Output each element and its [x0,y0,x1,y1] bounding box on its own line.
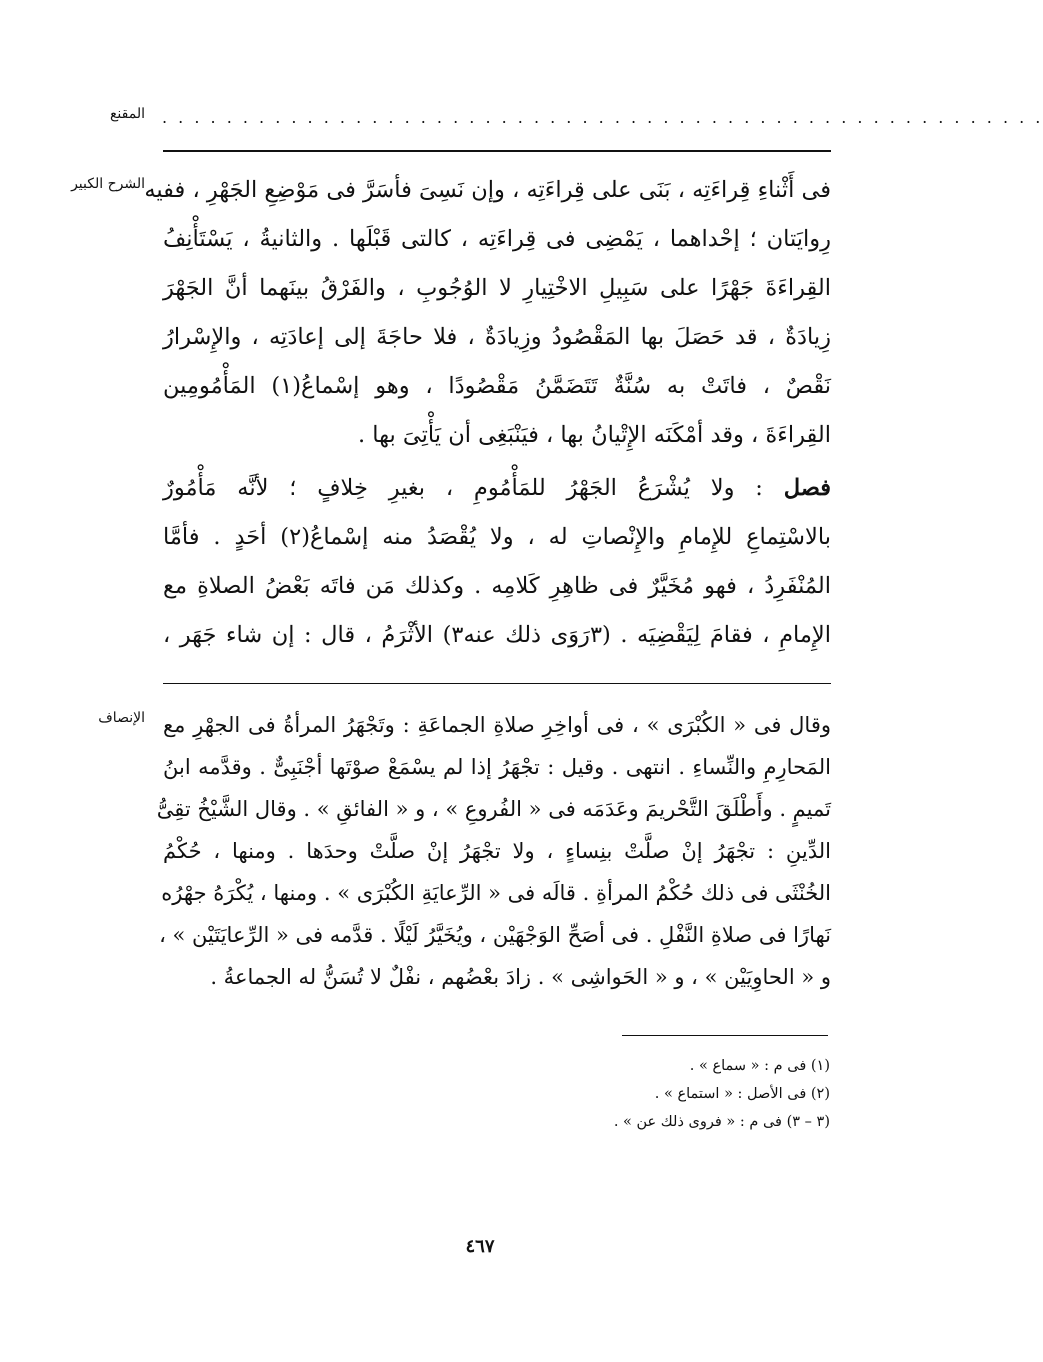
sharh-line: القِراءَةَ ، وقد أمْكَنَه الإِتْيانُ بها ، فيَنْبَغِى أن يَأْتِىَ بها . [357,422,831,448]
section-divider-rule [163,683,831,684]
insaf-text-block [156,704,831,998]
insaf-line: المَحارِمِ والنِّساءِ . انتهى . وقيل : تجْهَرُ إذا لم يسْمَعْ صوْتَها أجْنَبِىٌّ . وقدَّمه ابنُ [163,755,831,779]
sharh-line: زِيادَةٌ ، قد حَصَلَ بها المَقْصُودُ وزِيادَةٌ ، فلا حاجَةَ إلى إعادَتِه ، والإِسْرارُ [163,324,831,350]
sharh-line: فى أَثْناءِ قِراءَتِه ، بَنَى على قِراءَتِه ، وإن نَسِىَ فأسَرَّ فى مَوْضِعِ الجَهْرِ ، ففيه [144,177,831,203]
insaf-line: الخُنْثَى فى ذلك حُكْمُ المرأةِ . قالَه فى « الرِّعايَةِ الكُبْرَى » . ومنها ، يُكْرَهُ جهْرُه [161,881,831,905]
footnote: (٣ – ٣) فى م : « فروى ذلك عن » . [613,1114,830,1130]
fasl-line: المُنْفَرِدُ ، فهو مُخَيَّرٌ فى ظاهِرِ كَلامِه . وكذلك مَن فاتَه بَعْضُ الصلاةِ مع [163,573,831,599]
footnote: (٢) فى الأصل : « استماع » . [654,1086,830,1102]
sharh-margin-label: الشرح الكبير [71,176,145,192]
footnotes [420,1052,830,1136]
sharh-line: رِوايَتان ؛ إحْداهما ، يَمْضِى فى قِراءَتِه ، كالتى قَبْلَها . والثانيةُ ، يَسْتَأْنِفُ [163,226,831,252]
insaf-line: تَميمٍ . وأَطْلَقَ التَّحْريمَ وعَدَمَه فى « الفُروعِ » ، و « الفائقِ » . وقال الشَّيْخُ تقِىُّ [156,797,831,821]
sharh-text-block [144,166,831,460]
running-header-title: المقنع [109,106,145,122]
fasl-first-line [163,464,831,513]
sharh-line: نَقْصٌ ، فاتَتْ به سُنَّةٌ تَتَضَمَّنُ مَقْصُودًا ، وهو إسْماعُ(١) المَأْمُومِين [163,373,831,399]
fasl-line: بالاسْتِماعِ للإِمامِ والإِنْصاتِ له ، ولا يُقْصَدُ منه إسْماعُ(٢) أحَدٍ . فأمَّا [163,524,831,550]
insaf-margin-label: الإنصاف [98,710,145,726]
fasl-line: الإِمامِ ، فقامَ لِيَقْضِيَه . (٣رَوَى ذلك عنه٣) الأثْرَمُ ، قال : إن شاء جَهَر ، [163,622,831,648]
sharh-line: القِراءَةَ جَهْرًا على سَبِيلِ الاخْتِيارِ لا الوُجُوبِ ، والفَرْقُ بينَهما أنَّ الجَهْرَ [163,275,831,301]
insaf-line: و « الحاوِيَيْن » ، و « الحَواشِى » . زادَ بعْضُهم ، نفْلٌ لا تُسَنُّ له الجماعةُ . [210,965,831,989]
insaf-line: نَهارًا فى صلاةِ النَّفْلِ . فى أصَحِّ الوَجْهَيْن ، ويُخَيَّرُ لَيْلًا . قدَّمه فى « الرِّعايَتَيْن » ، [159,923,831,947]
header-rule [163,150,831,152]
page-number: ٤٦٧ [465,1236,495,1257]
fasl-text-block [163,464,831,660]
fasl-first-line-text: : ولا يُشْرَعُ الجَهْرُ للمَأْمُومِ ، بغيرِ خِلافٍ ؛ لأنَّه مَأْمُورٌ [163,475,784,501]
fasl-heading: فصل [783,475,831,501]
insaf-line: الدِّينِ : تجْهَرُ إنْ صلَّتْ بنِساءٍ ، ولا تجْهَرُ إنْ صلَّتْ وحدَها . ومنها ، حُكْمُ [163,839,831,863]
header-dotted-leader: . . . . . . . . . . . . . . . . . . . . . . . . . . . . . . . . . . . . . . . . . . . . . . . . . . . . . . . [162,108,1043,127]
insaf-line: وقال فى « الكُبْرَى » ، فى أواخِرِ صلاةِ الجماعَةِ : وتَجْهَرُ المرأةُ فى الجهْرِ مع [163,713,831,737]
footnote-separator [622,1035,828,1036]
footnote: (١) فى م : « سماع » . [689,1058,830,1074]
